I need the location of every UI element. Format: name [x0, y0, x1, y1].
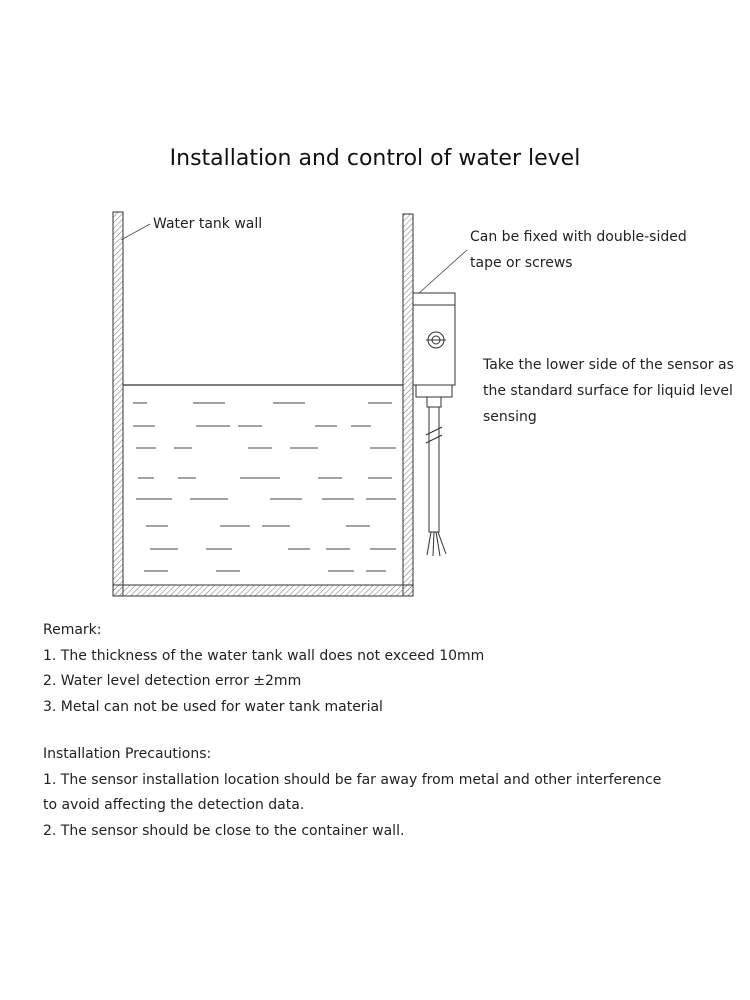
lower-side-label-line-1: Take the lower side of the sensor as — [483, 357, 734, 373]
remark-item: 1. The thickness of the water tank wall does not exceed 10mm — [43, 647, 485, 664]
fix-label — [470, 224, 687, 276]
tank-left-wall — [113, 212, 123, 596]
fix-leader-line — [418, 250, 467, 294]
remark-item: 3. Metal can not be used for water tank material — [43, 698, 383, 715]
wall-leader-line — [121, 224, 150, 240]
remark-heading: Remark: — [43, 622, 102, 638]
precautions-heading: Installation Precautions: — [43, 746, 212, 762]
tank-right-wall — [403, 214, 413, 596]
sensor-lower-side — [416, 385, 452, 397]
tank-bottom — [113, 585, 413, 596]
wall-label: Water tank wall — [153, 216, 263, 232]
sensor-cable — [429, 407, 439, 532]
page-title: Installation and control of water level — [169, 146, 581, 171]
precautions-line: 2. The sensor should be close to the container wall. — [43, 822, 405, 839]
sensor-wires — [427, 532, 446, 556]
precautions-section — [43, 742, 661, 844]
lower-side-label — [483, 352, 734, 430]
fix-label-line-1: Can be fixed with double-sided — [470, 229, 687, 245]
remark-item: 2. Water level detection error ±2mm — [43, 673, 302, 689]
tank-wall — [113, 212, 413, 596]
precautions-line: to avoid affecting the detection data. — [43, 797, 305, 813]
precautions-line: 1. The sensor installation location should be far away from metal and other interference — [43, 771, 662, 788]
lower-side-label-line-3: sensing — [483, 409, 537, 425]
lower-side-label-line-2: the standard surface for liquid level — [483, 383, 733, 399]
fix-label-line-2: tape or screws — [470, 255, 573, 271]
water-dashes — [133, 403, 396, 571]
sensor-top-band — [413, 293, 455, 305]
remark-section — [43, 618, 484, 720]
sensor — [413, 293, 455, 556]
